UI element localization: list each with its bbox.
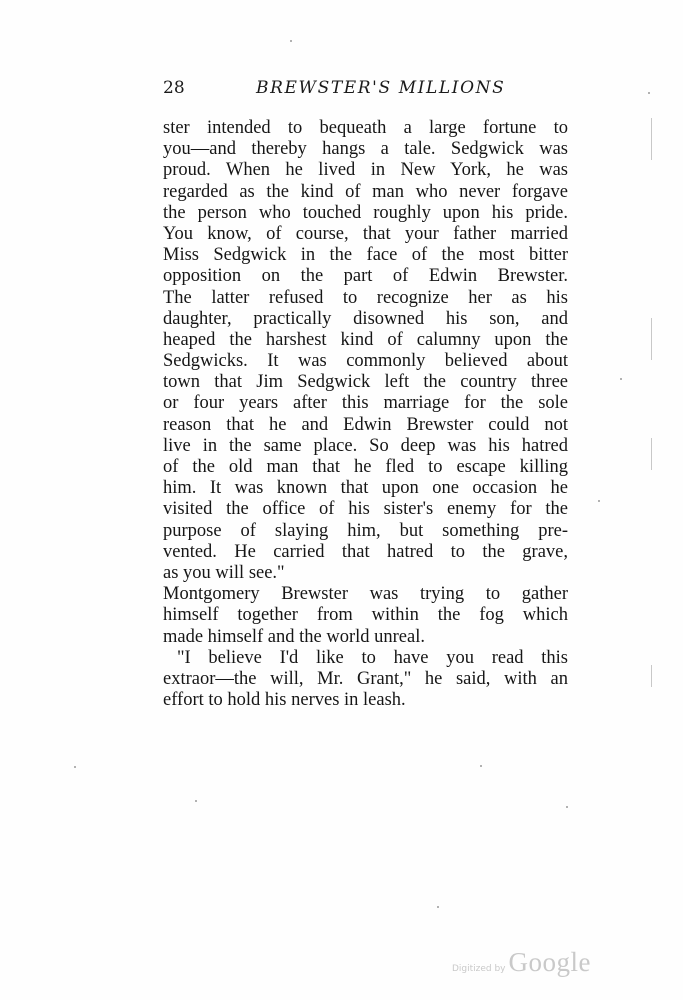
scan-edge-mark	[651, 118, 652, 160]
text-line: you—and thereby hangs a tale. Sedgwick was	[163, 139, 568, 160]
scan-edge-mark	[651, 665, 652, 687]
scan-speck	[598, 500, 600, 502]
text-line: vented. He carried that hatred to the grave,	[163, 541, 568, 562]
text-line: purpose of slaying him, but something pre-	[163, 520, 568, 541]
text-line: "I believe I'd like to have you read this	[177, 647, 568, 668]
text-line: You know, of course, that your father married	[163, 223, 568, 244]
text-line: reason that he and Edwin Brewster could not	[163, 414, 568, 435]
text-line: effort to hold his nerves in leash.	[163, 690, 406, 711]
text-line: the person who touched roughly upon his pride.	[163, 202, 568, 223]
text-line: ster intended to bequeath a large fortune to	[163, 118, 568, 138]
scan-speck	[566, 806, 568, 808]
scan-speck	[290, 40, 292, 42]
text-line: Miss Sedgwick in the face of the most bitter	[163, 245, 568, 266]
text-line: extraor—the will, Mr. Grant," he said, with an	[163, 668, 568, 689]
scan-edge-mark	[651, 318, 652, 360]
text-line: opposition on the part of Edwin Brewster.	[163, 266, 568, 287]
text-line: visited the office of his sister's enemy for the	[163, 499, 568, 520]
text-line: proud. When he lived in New York, he was	[163, 160, 568, 181]
text-line: Montgomery Brewster was trying to gather	[163, 584, 568, 605]
watermark-prefix: Digitized by	[451, 964, 506, 974]
text-line: heaped the harshest kind of calumny upon the	[163, 329, 568, 350]
scan-speck	[74, 766, 76, 768]
scan-speck	[620, 378, 622, 380]
scan-speck	[480, 765, 482, 767]
google-logo: Google	[508, 947, 591, 977]
scan-edge-mark	[651, 438, 652, 470]
text-line: him. It was known that upon one occasion he	[163, 478, 568, 499]
text-line: Sedgwicks. It was commonly believed about	[163, 351, 568, 372]
text-line: or four years after this marriage for the sole	[163, 393, 568, 414]
digitized-by-google-watermark	[452, 947, 591, 978]
text-line: himself together from within the fog which	[163, 605, 568, 626]
text-line: The latter refused to recognize her as his	[163, 287, 568, 308]
text-line: of the old man that he fled to escape killing	[163, 457, 568, 477]
text-line: regarded as the kind of man who never forgave	[163, 181, 568, 202]
scan-speck	[195, 800, 197, 802]
text-line: town that Jim Sedgwick left the country three	[163, 372, 568, 393]
page-header	[163, 78, 568, 102]
page-number: 28	[163, 78, 185, 98]
body-text	[163, 118, 568, 711]
scan-speck	[648, 92, 650, 94]
running-title: BREWSTER'S MILLIONS	[256, 78, 506, 98]
text-line: live in the same place. So deep was his hatred	[163, 435, 568, 456]
scan-speck	[437, 906, 439, 908]
text-line: made himself and the world unreal.	[163, 626, 425, 647]
text-line: daughter, practically disowned his son, and	[163, 308, 568, 329]
text-line: as you will see."	[163, 562, 285, 583]
